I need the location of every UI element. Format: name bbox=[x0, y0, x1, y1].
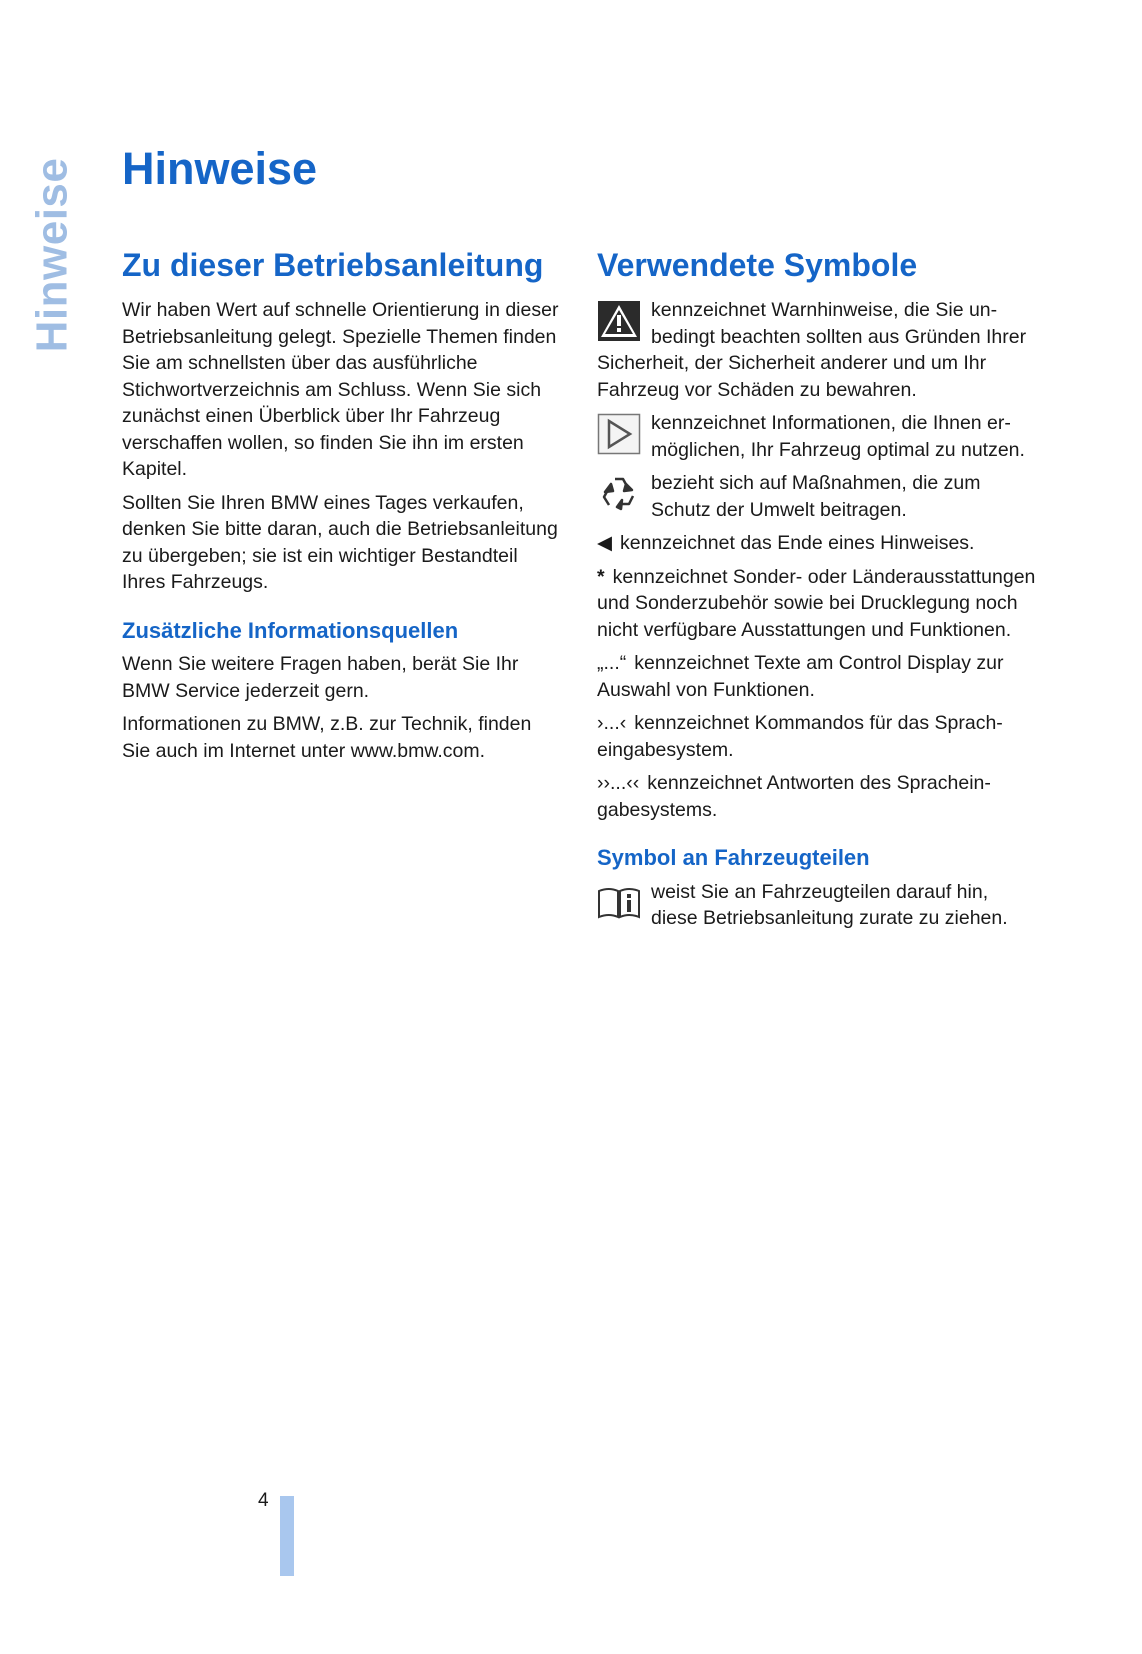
quote-mark: „...“ bbox=[597, 652, 627, 675]
asterisk-mark: * bbox=[597, 565, 605, 588]
manual-book-info-icon bbox=[597, 881, 641, 925]
marker-entry-display-text bbox=[597, 650, 1037, 703]
symbol-entry-environment bbox=[597, 470, 1037, 523]
paragraph: Wenn Sie weitere Fragen haben, berät Sie Ihr BMW Service jederzeit gern. bbox=[122, 653, 519, 702]
marker-entry-optional-equipment bbox=[597, 564, 1037, 644]
paragraph: Wir haben Wert auf schnelle Orientierung in dieser Betriebsanleitung gelegt. Spezielle Themen finden Sie am schnellsten über das ausführliche Stichwortverzeichnis am Schluss. Wenn Sie sich zunächst einen Überblick über Ihr Fahrzeug verschaffen wollen, so finden Sie ihn im ersten Kapitel. bbox=[122, 299, 559, 481]
page-marker-bar bbox=[280, 1496, 294, 1576]
paragraph: Informationen zu BMW, z.B. zur Technik, finden Sie auch im Internet unter www.bmw.com. bbox=[122, 713, 532, 762]
right-column bbox=[597, 248, 1037, 939]
paragraph: Sollten Sie Ihren BMW eines Tages verkaufen, denken Sie bitte daran, auch die Betriebsanleitung zu übergeben; sie ist ein wichtiger Bestandteil Ihres Fahrzeugs. bbox=[122, 491, 558, 594]
marker-text: kennzeichnet das Ende eines Hinweises. bbox=[620, 532, 975, 555]
subsection-heading-vehicle-symbol: Symbol an Fahrzeugteilen bbox=[597, 845, 870, 871]
section-heading-symbols: Verwendete Symbole bbox=[597, 247, 918, 283]
end-of-note-triangle-icon: ◀ bbox=[597, 532, 612, 555]
symbol-text: weist Sie an Fahrzeugteilen darauf hin, diese Betriebsanleitung zurate zu ziehen. bbox=[651, 880, 1008, 930]
chapter-side-tab-label: Hinweise bbox=[27, 157, 76, 353]
symbol-text: kennzeichnet Warnhinweise, die Sie unbedingt beachten sollten aus Gründen Ihrer Sicherheit, der Sicherheit anderer und um Ihr Fahrzeug vor Schäden zu bewahren. bbox=[597, 299, 1027, 401]
symbol-entry-information bbox=[597, 410, 1037, 463]
recycling-icon bbox=[597, 472, 641, 516]
warning-triangle-icon bbox=[597, 299, 641, 343]
marker-entry-voice-answer bbox=[597, 770, 1037, 823]
symbol-text: bezieht sich auf Maßnahmen, die zum Schutz der Umwelt beitragen. bbox=[651, 472, 981, 521]
double-guillemet-mark: ››...‹‹ bbox=[597, 772, 640, 795]
marker-text: kennzeichnet Kommandos für das Spracheingabesystem. bbox=[597, 712, 1003, 761]
left-column bbox=[122, 248, 562, 771]
page-number: 4 bbox=[258, 1490, 269, 1511]
marker-entry-voice-command bbox=[597, 710, 1037, 763]
section-heading-manual: Zu dieser Betriebsanleitung bbox=[122, 247, 544, 283]
marker-entry-end-of-note bbox=[597, 530, 1037, 557]
marker-text: kennzeichnet Antworten des Spracheingabesystems. bbox=[597, 772, 991, 821]
marker-text: kennzeichnet Texte am Control Display zur Auswahl von Funktionen. bbox=[597, 652, 1004, 701]
play-arrow-icon bbox=[597, 412, 641, 456]
symbol-text: kennzeichnet Informationen, die Ihnen ermöglichen, Ihr Fahrzeug optimal zu nutzen. bbox=[651, 412, 1025, 461]
chapter-side-tab bbox=[22, 150, 82, 360]
single-guillemet-mark: ›...‹ bbox=[597, 712, 627, 735]
symbol-entry-warning bbox=[597, 297, 1037, 403]
marker-text: kennzeichnet Sonder- oder Länderausstattungen und Sonderzubehör sowie bei Drucklegung noch nicht verfügbare Ausstattungen und Funktionen. bbox=[597, 565, 1036, 641]
subsection-heading-info-sources: Zusätzliche Informationsquellen bbox=[122, 617, 459, 643]
page-title: Hinweise bbox=[122, 143, 318, 194]
symbol-entry-vehicle-parts bbox=[597, 879, 1037, 932]
